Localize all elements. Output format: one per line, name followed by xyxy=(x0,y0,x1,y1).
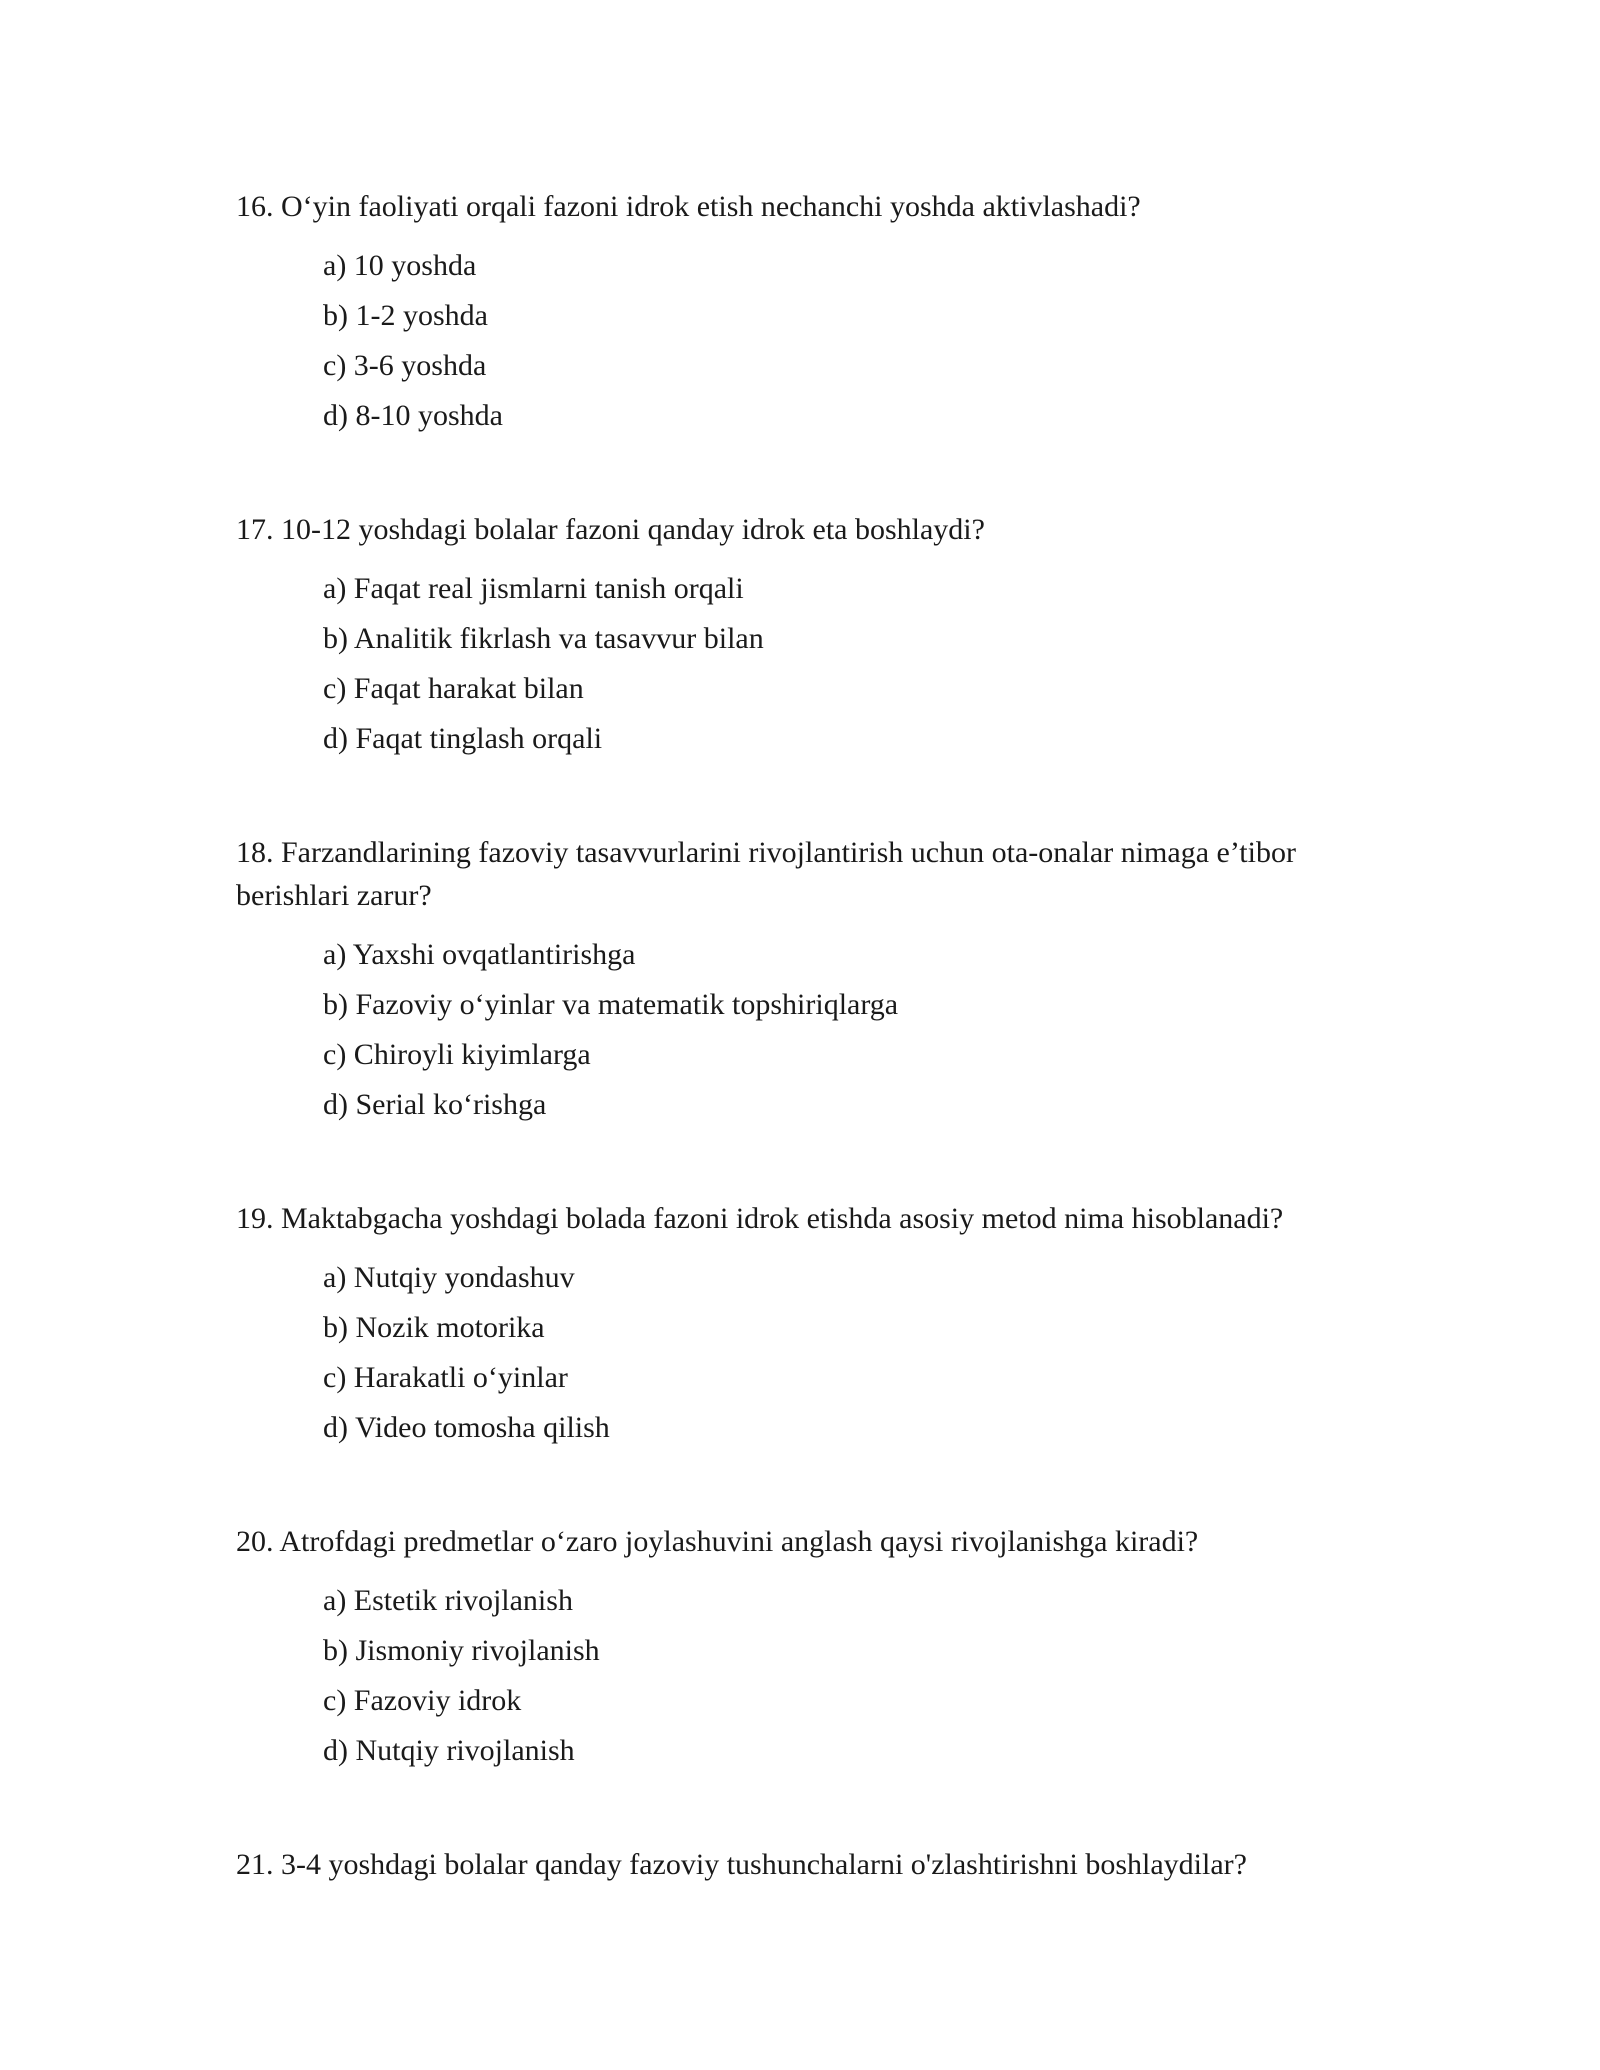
answer-options xyxy=(236,564,1366,764)
option-d: d) Faqat tinglash orqali xyxy=(323,722,603,755)
answer-options xyxy=(236,241,1366,441)
option-a: a) Faqat real jismlarni tanish orqali xyxy=(323,572,744,605)
question-text: 21. 3-4 yoshdagi bolalar qanday fazoviy tushunchalarni o'zlashtirishni boshlaydilar? xyxy=(236,1848,1247,1881)
option-c: c) Faqat harakat bilan xyxy=(323,672,584,705)
answer-options xyxy=(236,1576,1366,1776)
option-b: b) Analitik fikrlash va tasavvur bilan xyxy=(323,622,764,655)
option-d: d) 8-10 yoshda xyxy=(323,399,503,432)
option-b: b) Fazoviy o‘yinlar va matematik topshiriqlarga xyxy=(323,988,899,1021)
question-19 xyxy=(236,1197,1366,1453)
option-a: a) Estetik rivojlanish xyxy=(323,1584,573,1617)
option-a: a) 10 yoshda xyxy=(323,249,477,282)
question-20 xyxy=(236,1520,1366,1776)
option-a: a) Yaxshi ovqatlantirishga xyxy=(323,938,636,971)
option-d: d) Nutqiy rivojlanish xyxy=(323,1734,575,1767)
question-text: 18. Farzandlarining fazoviy tasavvurlarini rivojlantirish uchun ota-onalar nimaga e’tibor berishlari zarur? xyxy=(236,836,1296,912)
option-a: a) Nutqiy yondashuv xyxy=(323,1261,575,1294)
option-c: c) Fazoviy idrok xyxy=(323,1684,522,1717)
option-c: c) 3-6 yoshda xyxy=(323,349,487,382)
question-16 xyxy=(236,185,1366,441)
question-17 xyxy=(236,508,1366,764)
option-c: c) Harakatli o‘yinlar xyxy=(323,1361,568,1394)
option-c: c) Chiroyli kiyimlarga xyxy=(323,1038,591,1071)
question-text: 16. O‘yin faoliyati orqali fazoni idrok etish nechanchi yoshda aktivlashadi? xyxy=(236,190,1141,223)
question-21 xyxy=(236,1843,1366,1886)
answer-options xyxy=(236,930,1366,1130)
option-d: d) Video tomosha qilish xyxy=(323,1411,610,1444)
question-text: 20. Atrofdagi predmetlar o‘zaro joylashuvini anglash qaysi rivojlanishga kiradi? xyxy=(236,1525,1199,1558)
question-text: 17. 10-12 yoshdagi bolalar fazoni qanday idrok eta boshlaydi? xyxy=(236,513,985,546)
option-b: b) Nozik motorika xyxy=(323,1311,545,1344)
option-b: b) 1-2 yoshda xyxy=(323,299,488,332)
answer-options xyxy=(236,1253,1366,1453)
question-18 xyxy=(236,831,1366,1130)
option-b: b) Jismoniy rivojlanish xyxy=(323,1634,600,1667)
question-text: 19. Maktabgacha yoshdagi bolada fazoni idrok etishda asosiy metod nima hisoblanadi? xyxy=(236,1202,1284,1235)
option-d: d) Serial ko‘rishga xyxy=(323,1088,547,1121)
